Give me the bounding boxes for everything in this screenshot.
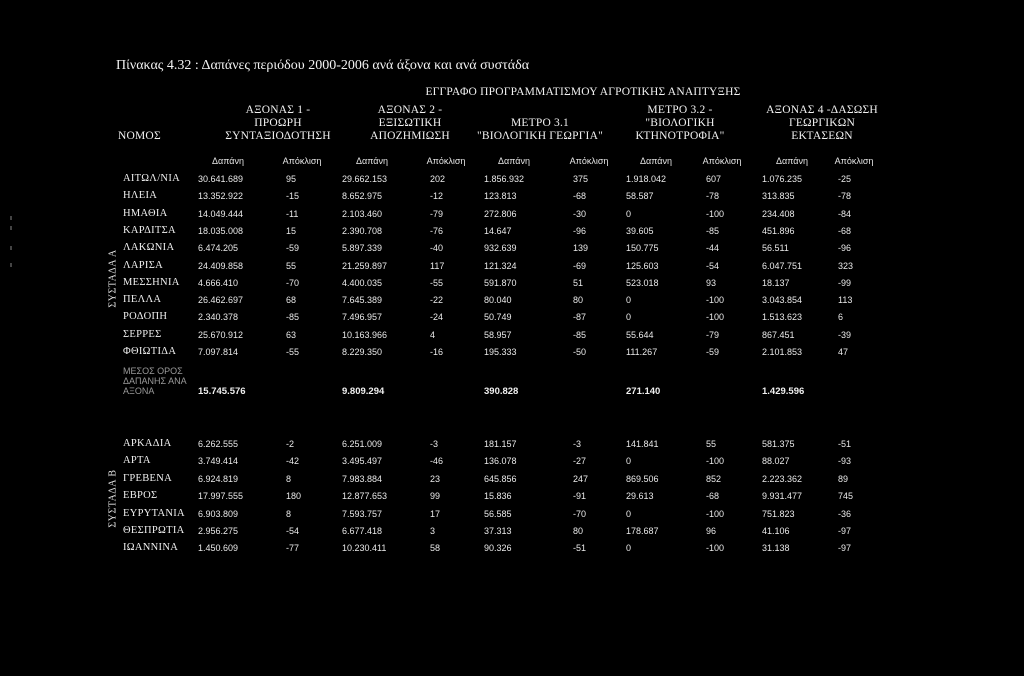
- expense-value: 751.823: [762, 508, 795, 519]
- expense-value: 50.749: [484, 312, 512, 323]
- expense-value: 10.230.411: [342, 543, 387, 554]
- mean-label: ΔΑΠΑΝΗΣ ΑΝΑ: [123, 376, 187, 387]
- expense-value: 18.035.008: [198, 225, 244, 236]
- deviation-value: 55: [706, 439, 717, 449]
- deviation-value: -87: [573, 312, 587, 323]
- expense-value: 14.647: [484, 225, 512, 236]
- expense-value: 2.956.275: [198, 526, 239, 536]
- deviation-value: 113: [838, 295, 853, 306]
- deviation-value: 375: [573, 174, 589, 184]
- nomos-name: ΛΑΚΩΝΙΑ: [123, 242, 175, 254]
- expense-value: 30.641.689: [198, 174, 244, 184]
- cluster-label: ΣΥΣΤΑΔΑ Α: [107, 248, 119, 308]
- expense-value: 88.027: [762, 456, 790, 467]
- deviation-value: -59: [706, 347, 720, 357]
- expense-value: 4.666.410: [198, 277, 239, 288]
- deviation-value: -3: [430, 439, 439, 449]
- expense-value: 313.835: [762, 191, 795, 202]
- expense-value: 58.957: [484, 329, 512, 340]
- deviation-value: -40: [430, 243, 444, 254]
- deviation-subheader: Απόκλιση: [569, 156, 609, 166]
- deviation-value: -36: [838, 508, 852, 519]
- expense-value: 0: [626, 312, 632, 323]
- expense-value: 645.856: [484, 473, 517, 484]
- expense-value: 8.229.350: [342, 347, 383, 357]
- expense-value: 6.677.418: [342, 526, 383, 536]
- deviation-value: 15: [286, 225, 297, 236]
- expense-value: 0: [626, 295, 632, 306]
- expense-value: 56.585: [484, 508, 512, 519]
- deviation-value: -70: [573, 508, 587, 519]
- expense-value: 0: [626, 208, 632, 219]
- nomos-name: ΑΙΤΩΛ/ΝΙΑ: [123, 173, 180, 184]
- expense-value: 9.931.477: [762, 491, 803, 502]
- expense-value: 10.163.966: [342, 329, 388, 340]
- axis-mean-value: 271.140: [626, 386, 661, 398]
- expense-value: 111.267: [626, 347, 658, 357]
- expense-value: 2.340.378: [198, 312, 239, 323]
- deviation-value: -97: [838, 543, 852, 554]
- deviation-value: 8: [286, 508, 292, 519]
- deviation-value: -15: [286, 191, 300, 202]
- nomos-name: ΛΑΡΙΣΑ: [123, 259, 164, 271]
- expense-value: 2.101.853: [762, 347, 803, 357]
- expense-value: 1.856.932: [484, 174, 525, 184]
- nomos-name: ΦΘΙΩΤΙΔΑ: [123, 346, 177, 357]
- table-caption: Πίνακας 4.32 : Δαπάνες περιόδου 2000-2006 ανά άξονα και ανά συστάδα: [116, 58, 530, 73]
- expense-value: 0: [626, 543, 632, 554]
- deviation-value: 95: [286, 174, 297, 184]
- expense-value: 3.043.854: [762, 295, 803, 306]
- deviation-value: 202: [430, 174, 446, 184]
- expense-value: 17.997.555: [198, 491, 244, 502]
- axis-header-line: "ΒΙΟΛΟΓΙΚΗ: [645, 117, 715, 129]
- nomos-name: ΚΑΡΔΙΤΣΑ: [123, 224, 176, 236]
- deviation-value: -50: [573, 347, 587, 357]
- deviation-value: -51: [838, 439, 852, 449]
- deviation-value: -2: [286, 439, 295, 449]
- deviation-value: -79: [430, 208, 444, 219]
- nomos-name: ΑΡΤΑ: [123, 455, 151, 467]
- deviation-value: 99: [430, 491, 441, 502]
- axis-header-line: ΕΚΤΑΣΕΩΝ: [791, 130, 853, 142]
- deviation-value: 117: [430, 260, 445, 271]
- axis-header-line: "ΒΙΟΛΟΓΙΚΗ ΓΕΩΡΓΙΑ": [477, 130, 603, 142]
- deviation-value: -68: [706, 491, 720, 502]
- axis-header-line: ΑΞΟΝΑΣ 2 -: [377, 104, 443, 116]
- expense-value: 6.903.809: [198, 508, 239, 519]
- axis-mean-value: 9.809.294: [342, 386, 385, 398]
- deviation-value: -55: [430, 277, 444, 288]
- deviation-value: -77: [286, 543, 300, 554]
- expense-value: 234.408: [762, 208, 795, 219]
- deviation-value: -97: [838, 526, 852, 536]
- axis-header-line: ΠΡΟΩΡΗ: [254, 117, 302, 129]
- expense-value: 581.375: [762, 439, 795, 449]
- deviation-value: -85: [573, 329, 587, 340]
- deviation-subheader: Απόκλιση: [282, 156, 322, 166]
- expense-value: 869.506: [626, 473, 659, 484]
- expense-value: 523.018: [626, 277, 659, 288]
- nomos-header: ΝΟΜΟΣ: [118, 130, 161, 142]
- nomos-name: ΡΟΔΟΠΗ: [123, 311, 168, 323]
- mean-label: ΑΞΟΝΑ: [123, 386, 155, 397]
- expense-value: 272.806: [484, 208, 517, 219]
- expense-value: 26.462.697: [198, 295, 244, 306]
- deviation-value: -93: [838, 456, 852, 467]
- deviation-value: 323: [838, 260, 854, 271]
- expense-value: 150.775: [626, 243, 659, 254]
- expense-value: 21.259.897: [342, 260, 388, 271]
- expense-value: 125.603: [626, 260, 659, 271]
- expense-value: 80.040: [484, 295, 512, 306]
- expense-value: 1.450.609: [198, 543, 239, 554]
- expense-value: 1.918.042: [626, 174, 667, 184]
- deviation-value: -69: [573, 260, 587, 271]
- expense-value: 1.513.623: [762, 312, 803, 323]
- expense-value: 18.137: [762, 277, 790, 288]
- expense-value: 7.645.389: [342, 295, 383, 306]
- expense-value: 7.593.757: [342, 508, 383, 519]
- deviation-value: 89: [838, 473, 849, 484]
- expense-subheader: Δαπάνη: [497, 156, 530, 166]
- deviation-value: 4: [430, 329, 436, 340]
- deviation-subheader: Απόκλιση: [702, 156, 742, 166]
- deviation-value: -85: [706, 225, 720, 236]
- nomos-name: ΘΕΣΠΡΩΤΙΑ: [123, 525, 185, 536]
- expense-value: 55.644: [626, 329, 654, 340]
- expense-value: 14.049.444: [198, 208, 244, 219]
- axis-mean-value: 1.429.596: [762, 386, 805, 398]
- expense-subheader: Δαπάνη: [775, 156, 808, 166]
- deviation-value: -91: [573, 491, 587, 502]
- deviation-value: -79: [706, 329, 720, 340]
- deviation-value: 247: [573, 473, 589, 484]
- expense-value: 181.157: [484, 439, 517, 449]
- nomos-name: ΣΕΡΡΕΣ: [123, 328, 162, 340]
- expense-value: 867.451: [762, 329, 795, 340]
- expense-value: 58.587: [626, 191, 654, 202]
- expense-value: 3.749.414: [198, 456, 239, 467]
- deviation-value: -25: [838, 174, 852, 184]
- expense-subheader: Δαπάνη: [211, 156, 244, 166]
- nomos-name: ΓΡΕΒΕΝΑ: [123, 472, 173, 484]
- axis-mean-value: 15.745.576: [198, 386, 246, 398]
- expense-value: 141.841: [626, 439, 659, 449]
- deviation-value: -22: [430, 295, 444, 306]
- scan-mark: [10, 246, 12, 250]
- expense-value: 2.390.708: [342, 225, 383, 236]
- expense-value: 178.687: [626, 526, 659, 536]
- scan-mark: [10, 226, 12, 230]
- deviation-value: -27: [573, 456, 587, 467]
- deviation-value: -44: [706, 243, 720, 254]
- expense-value: 5.897.339: [342, 243, 383, 254]
- deviation-value: -96: [838, 243, 852, 254]
- expense-subheader: Δαπάνη: [355, 156, 388, 166]
- nomos-name: ΜΕΣΣΗΝΙΑ: [123, 276, 180, 288]
- deviation-value: -100: [706, 312, 725, 323]
- axis-header-line: ΑΞΟΝΑΣ 4 -ΔΑΣΩΣΗ: [766, 104, 878, 116]
- axis-header-line: ΑΞΟΝΑΣ 1 -: [245, 104, 311, 116]
- deviation-value: 63: [286, 329, 297, 340]
- expense-value: 136.078: [484, 456, 517, 467]
- deviation-value: -99: [838, 277, 852, 288]
- deviation-value: -76: [430, 225, 444, 236]
- expense-value: 13.352.922: [198, 191, 244, 202]
- deviation-value: -55: [286, 347, 300, 357]
- expense-value: 4.400.035: [342, 277, 383, 288]
- deviation-value: 80: [573, 526, 584, 536]
- deviation-value: 745: [838, 491, 854, 502]
- deviation-value: -100: [706, 456, 725, 467]
- nomos-name: ΑΡΚΑΔΙΑ: [123, 438, 172, 449]
- deviation-value: -39: [838, 329, 852, 340]
- axis-header-line: ΕΞΙΣΩΤΙΚΗ: [378, 117, 442, 129]
- deviation-value: 852: [706, 473, 722, 484]
- expense-value: 41.106: [762, 526, 790, 536]
- deviation-value: 8: [286, 473, 292, 484]
- super-header: ΕΓΓΡΑΦΟ ΠΡΟΓΡΑΜΜΑΤΙΣΜΟΥ ΑΓΡΟΤΙΚΗΣ ΑΝΑΠΤΥΞΗΣ: [425, 86, 741, 98]
- deviation-value: -54: [286, 526, 300, 536]
- deviation-value: -51: [573, 543, 587, 554]
- deviation-value: -100: [706, 543, 725, 554]
- nomos-name: ΠΕΛΛΑ: [123, 294, 162, 306]
- expense-value: 0: [626, 508, 632, 519]
- nomos-name: ΗΜΑΘΙΑ: [123, 207, 168, 219]
- expense-value: 6.251.009: [342, 439, 383, 449]
- expense-value: 3.495.497: [342, 456, 383, 467]
- cluster-label: ΣΥΣΤΑΔΑ Β: [107, 468, 119, 528]
- mean-label: ΜΕΣΟΣ ΟΡΟΣ: [123, 366, 183, 377]
- deviation-value: 23: [430, 473, 441, 484]
- deviation-value: 80: [573, 295, 584, 306]
- deviation-value: 139: [573, 243, 589, 254]
- deviation-value: -59: [286, 243, 300, 254]
- expense-value: 6.262.555: [198, 439, 239, 449]
- deviation-value: -68: [573, 191, 587, 202]
- deviation-value: -68: [838, 225, 852, 236]
- axis-header-line: ΣΥΝΤΑΞΙΟΔΟΤΗΣΗ: [225, 130, 331, 142]
- expense-value: 2.223.362: [762, 473, 803, 484]
- expense-value: 121.324: [484, 260, 517, 271]
- expense-value: 12.877.653: [342, 491, 388, 502]
- expense-value: 451.896: [762, 225, 795, 236]
- expense-value: 7.496.957: [342, 312, 383, 323]
- expense-value: 29.662.153: [342, 174, 388, 184]
- deviation-value: 58: [430, 543, 441, 554]
- axis-header-line: ΜΕΤΡΟ 3.1: [510, 117, 570, 129]
- deviation-value: 96: [706, 526, 717, 536]
- expense-value: 6.474.205: [198, 243, 239, 254]
- axis-header-line: ΜΕΤΡΟ 3.2 -: [647, 104, 713, 116]
- expense-value: 932.639: [484, 243, 517, 254]
- deviation-value: 6: [838, 312, 844, 323]
- expense-value: 7.097.814: [198, 347, 239, 357]
- deviation-value: -70: [286, 277, 300, 288]
- nomos-name: ΗΛΕΙΑ: [123, 190, 158, 202]
- deviation-value: -16: [430, 347, 444, 357]
- expense-value: 15.836: [484, 491, 512, 502]
- deviation-value: -84: [838, 208, 852, 219]
- deviation-value: 607: [706, 174, 722, 184]
- deviation-value: -100: [706, 508, 725, 519]
- expense-value: 24.409.858: [198, 260, 244, 271]
- deviation-value: -30: [573, 208, 587, 219]
- expense-value: 8.652.975: [342, 191, 383, 202]
- deviation-value: -3: [573, 439, 582, 449]
- expense-value: 7.983.884: [342, 473, 383, 484]
- deviation-value: 180: [286, 491, 302, 502]
- axis-header-line: ΑΠΟΖΗΜΙΩΣΗ: [370, 130, 450, 142]
- axis-header-line: ΚΤΗΝΟΤΡΟΦΙΑ": [635, 130, 725, 142]
- expense-value: 25.670.912: [198, 329, 244, 340]
- deviation-value: 51: [573, 277, 584, 288]
- expense-value: 39.605: [626, 225, 654, 236]
- expense-value: 1.076.235: [762, 174, 803, 184]
- deviation-value: 47: [838, 347, 849, 357]
- deviation-value: -100: [706, 208, 725, 219]
- deviation-value: -78: [838, 191, 852, 202]
- deviation-subheader: Απόκλιση: [426, 156, 466, 166]
- expense-value: 6.924.819: [198, 473, 239, 484]
- expense-subheader: Δαπάνη: [639, 156, 672, 166]
- deviation-subheader: Απόκλιση: [834, 156, 874, 166]
- deviation-value: -85: [286, 312, 300, 323]
- axis-header-line: ΓΕΩΡΓΙΚΩΝ: [788, 117, 856, 129]
- deviation-value: -24: [430, 312, 444, 323]
- deviation-value: 55: [286, 260, 297, 271]
- deviation-value: 68: [286, 295, 297, 306]
- expense-value: 195.333: [484, 347, 517, 357]
- expense-value: 37.313: [484, 526, 512, 536]
- deviation-value: 17: [430, 508, 441, 519]
- expense-value: 31.138: [762, 543, 790, 554]
- deviation-value: 3: [430, 526, 436, 536]
- deviation-value: -12: [430, 191, 444, 202]
- nomos-name: ΕΥΡΥΤΑΝΙΑ: [123, 507, 185, 519]
- deviation-value: -54: [706, 260, 720, 271]
- deviation-value: -78: [706, 191, 720, 202]
- scan-mark: [10, 263, 12, 267]
- scan-mark: [10, 216, 12, 220]
- expense-value: 0: [626, 456, 632, 467]
- deviation-value: -46: [430, 456, 444, 467]
- deviation-value: 93: [706, 277, 717, 288]
- deviation-value: -11: [286, 208, 299, 219]
- expense-value: 29.613: [626, 491, 654, 502]
- axis-mean-value: 390.828: [484, 386, 519, 398]
- expense-value: 591.870: [484, 277, 517, 288]
- nomos-name: ΙΩΑΝΝΙΝΑ: [123, 542, 179, 554]
- expense-value: 123.813: [484, 191, 517, 202]
- expense-value: 2.103.460: [342, 208, 383, 219]
- expense-value: 90.326: [484, 543, 512, 554]
- deviation-value: -42: [286, 456, 300, 467]
- expense-value: 56.511: [762, 243, 789, 254]
- expense-value: 6.047.751: [762, 260, 803, 271]
- nomos-name: ΕΒΡΟΣ: [123, 490, 158, 502]
- deviation-value: -96: [573, 225, 587, 236]
- deviation-value: -100: [706, 295, 725, 306]
